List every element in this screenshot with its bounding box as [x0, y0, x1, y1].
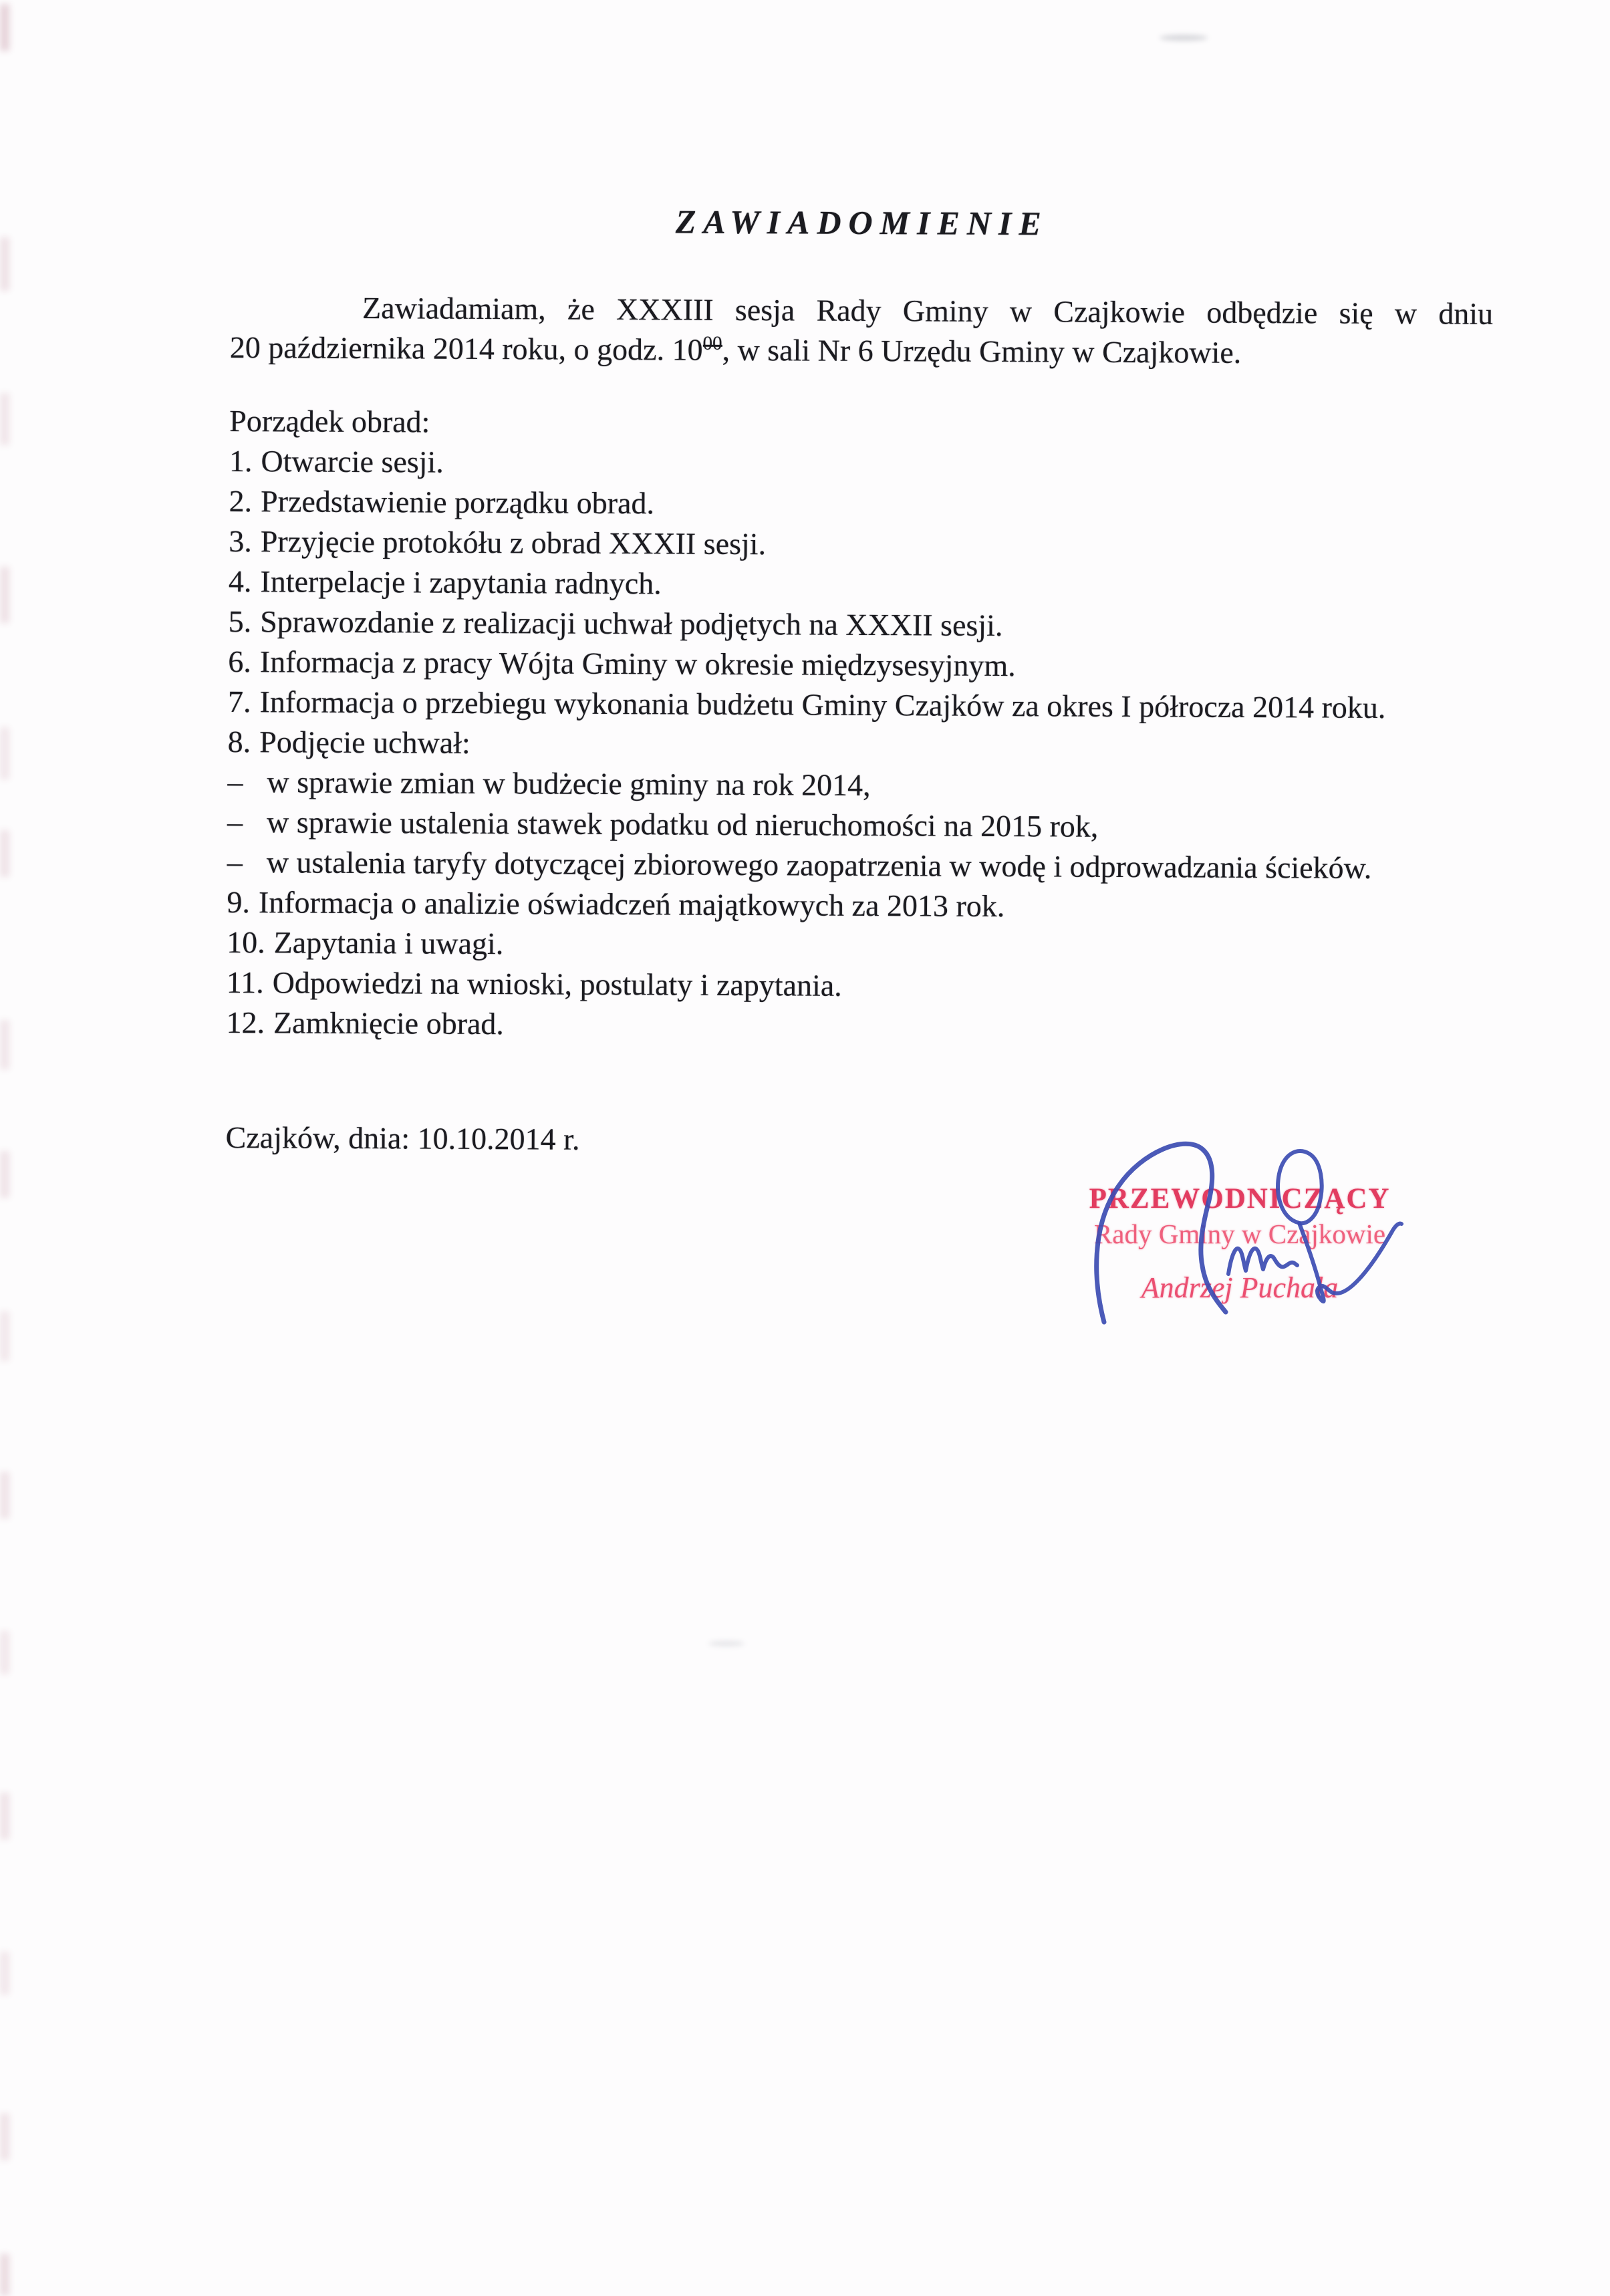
- agenda-item: [229, 481, 1492, 528]
- document-title: ZAWIADOMIENIE: [675, 203, 1049, 243]
- scan-artifact: [0, 2254, 9, 2296]
- stamp-name: Andrzej Puchała: [1141, 1271, 1339, 1304]
- agenda-item-text: Przedstawienie porządku obrad.: [260, 484, 655, 521]
- scan-artifact: [0, 1311, 9, 1361]
- agenda-item-text: w sprawie ustalenia stawek podatku od nieruchomości na 2015 rok,: [266, 805, 1099, 844]
- agenda-item: [227, 882, 1490, 929]
- handwritten-signature: [1061, 1124, 1428, 1337]
- time-superscript: 00: [702, 332, 722, 354]
- agenda-item: [227, 802, 1490, 849]
- agenda-item-text: Interpelacje i zapytania radnych.: [260, 564, 662, 601]
- agenda-item-text: Odpowiedzi na wnioski, postulaty i zapytania.: [272, 965, 842, 1003]
- agenda-item-marker: 7.: [227, 684, 251, 719]
- agenda-item-text: Podjęcie uchwał:: [259, 725, 471, 760]
- agenda-item-text: Zapytania i uwagi.: [273, 925, 504, 961]
- agenda-item: [229, 441, 1492, 488]
- scan-artifact: [0, 1793, 9, 1839]
- intro-line-1: Zawiadamiam, że XXXIII sesja Rady Gminy w Czajkowie odbędzie się w dniu: [362, 291, 1494, 331]
- agenda-item-marker: 10.: [227, 924, 265, 960]
- date-line: Czajków, dnia: 10.10.2014 r.: [225, 1120, 580, 1156]
- agenda-item: [227, 842, 1490, 889]
- scan-artifact: [0, 1631, 9, 1674]
- scan-artifact: [0, 2114, 9, 2160]
- agenda-item-marker: 5.: [228, 604, 252, 639]
- agenda-item-text: Informacja o analizie oświadczeń majątkowych za 2013 rok.: [258, 885, 1005, 924]
- agenda-heading: Porządek obrad:: [229, 403, 430, 439]
- agenda-item: [228, 682, 1491, 729]
- agenda-item-marker: 3.: [229, 523, 252, 559]
- agenda-item-marker: 9.: [227, 884, 251, 920]
- document-content: [225, 198, 1493, 1164]
- agenda-item-text: Przyjęcie protokółu z obrad XXXII sesji.: [260, 524, 767, 561]
- agenda-item-text: Otwarcie sesji.: [261, 444, 444, 479]
- agenda-list: [226, 441, 1492, 1049]
- scan-artifact: [0, 1952, 9, 1995]
- intro-line-2-prefix: 20 października 2014 roku, o godz. 10: [229, 330, 703, 367]
- agenda-item: [227, 963, 1490, 1009]
- scan-artifact: [0, 830, 9, 877]
- agenda-item: [228, 642, 1491, 688]
- agenda-item-text: Informacja z pracy Wójta Gminy w okresie międzysesyjnym.: [259, 644, 1016, 683]
- intro-paragraph: [230, 287, 1494, 374]
- scan-artifact: [0, 4, 9, 51]
- intro-line-2: [230, 328, 1493, 374]
- agenda-item-text: w sprawie zmian w budżecie gminy na rok 2014,: [267, 765, 871, 803]
- agenda-item: [228, 722, 1491, 769]
- scan-artifact: [0, 237, 9, 291]
- agenda-item-marker: 11.: [226, 965, 264, 1000]
- agenda-item: [229, 602, 1492, 648]
- agenda-item-marker: 2.: [229, 483, 253, 519]
- agenda-item-text: Sprawozdanie z realizacji uchwał podjętych na XXXII sesji.: [260, 604, 1003, 643]
- agenda-item: [226, 1003, 1489, 1049]
- agenda-item-marker: –: [227, 844, 243, 880]
- scan-artifact: [0, 393, 9, 445]
- agenda-item: [229, 561, 1492, 608]
- agenda-item-marker: 4.: [228, 563, 252, 599]
- agenda-item: [227, 762, 1490, 809]
- agenda-item-marker: –: [227, 764, 243, 799]
- agenda-item: [229, 521, 1492, 568]
- scan-artifact: [0, 727, 9, 779]
- stamp-organization: Rady Gminy w Czajkowie: [1093, 1219, 1386, 1249]
- scan-artifact: [0, 1472, 9, 1519]
- agenda-item-marker: 1.: [229, 443, 253, 479]
- agenda-item-marker: –: [227, 804, 243, 840]
- agenda-item-text: Zamknięcie obrad.: [273, 1005, 505, 1041]
- scan-artifact: [1160, 35, 1208, 41]
- scan-artifact: [0, 1020, 9, 1069]
- agenda-item: [227, 922, 1490, 969]
- intro-line-2-suffix: , w sali Nr 6 Urzędu Gminy w Czajkowie.: [722, 332, 1242, 370]
- scan-artifact: [708, 1641, 745, 1646]
- agenda-item-text: Informacja o przebiegu wykonania budżetu Gminy Czajków za okres I półrocza 2014 roku.: [259, 684, 1386, 725]
- agenda-item-marker: 6.: [228, 644, 252, 679]
- agenda-item-marker: 8.: [227, 724, 251, 759]
- signature-block: [1061, 1124, 1428, 1337]
- agenda-item-marker: 12.: [226, 1005, 265, 1040]
- agenda-item-text: w ustalenia taryfy dotyczącej zbiorowego zaopatrzenia w wodę i odprowadzania ścieków.: [266, 845, 1372, 885]
- stamp-title: PRZEWODNICZĄCY: [1089, 1183, 1391, 1215]
- scan-artifact: [0, 567, 9, 623]
- scan-artifact: [0, 1151, 9, 1198]
